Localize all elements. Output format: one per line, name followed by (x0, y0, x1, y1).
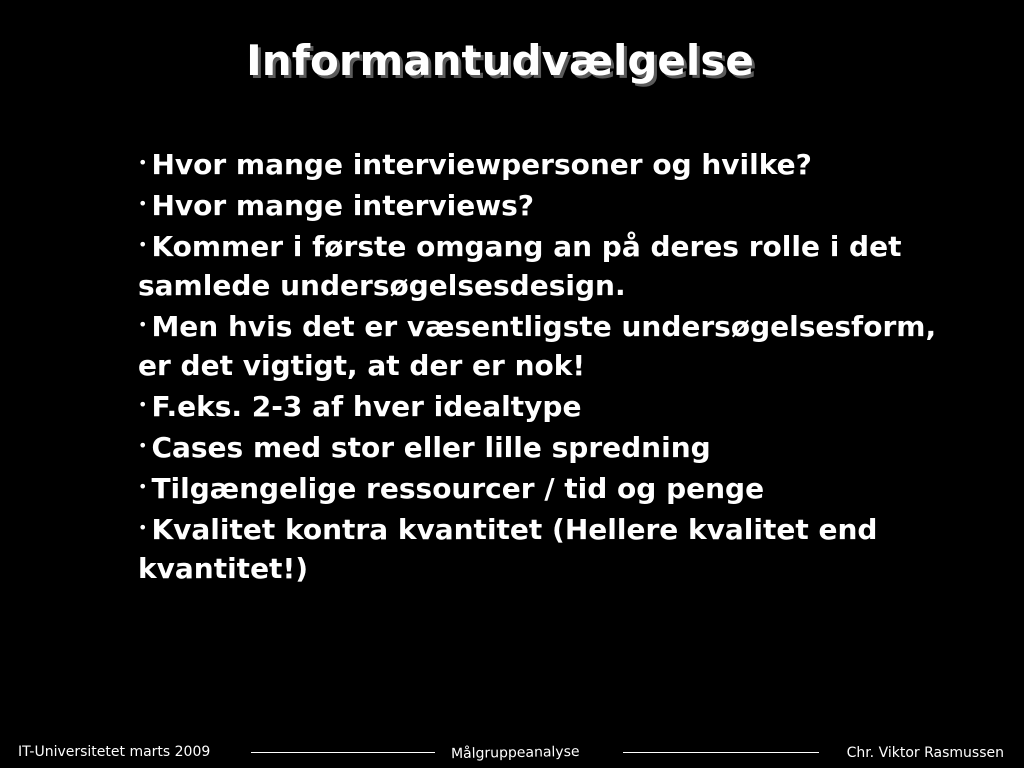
bullet-list (138, 143, 938, 588)
slide-footer (0, 738, 1024, 768)
bullet-icon: • (138, 518, 148, 537)
bullet-item (138, 305, 938, 385)
bullet-item (138, 426, 938, 467)
bullet-item (138, 385, 938, 426)
footer-divider-right (623, 752, 819, 753)
bullet-icon: • (138, 194, 148, 213)
bullet-text: Kommer i første omgang an på deres rolle i det samlede undersøgelsesdesign. (138, 230, 902, 302)
footer-organization: IT-Universitetet marts 2009 (18, 744, 211, 760)
bullet-text: F.eks. 2-3 af hver idealtype (151, 390, 582, 423)
bullet-text: Men hvis det er væsentligste undersøgelsesform, er det vigtigt, at der er nok! (138, 310, 937, 382)
bullet-icon: • (138, 235, 148, 254)
bullet-text: Hvor mange interviews? (151, 189, 535, 222)
bullet-icon: • (138, 315, 148, 334)
bullet-icon: • (138, 477, 148, 496)
bullet-item (138, 508, 938, 588)
bullet-item (138, 184, 938, 225)
bullet-icon: • (138, 153, 148, 172)
bullet-icon: • (138, 395, 148, 414)
bullet-item (138, 225, 938, 305)
footer-divider-left (251, 752, 435, 753)
bullet-text: Cases med stor eller lille spredning (151, 431, 711, 464)
bullet-icon: • (138, 436, 148, 455)
bullet-text: Tilgængelige ressourcer / tid og penge (151, 472, 765, 505)
footer-author: Chr. Viktor Rasmussen (846, 745, 1004, 761)
footer-course-title: Målgruppeanalyse (450, 743, 580, 763)
bullet-item (138, 143, 938, 184)
bullet-item (138, 467, 938, 508)
slide-title: Informantudvælgelse (246, 36, 754, 85)
bullet-text: Kvalitet kontra kvantitet (Hellere kvalitet end kvantitet!) (138, 513, 878, 585)
bullet-text: Hvor mange interviewpersoner og hvilke? (151, 148, 812, 181)
